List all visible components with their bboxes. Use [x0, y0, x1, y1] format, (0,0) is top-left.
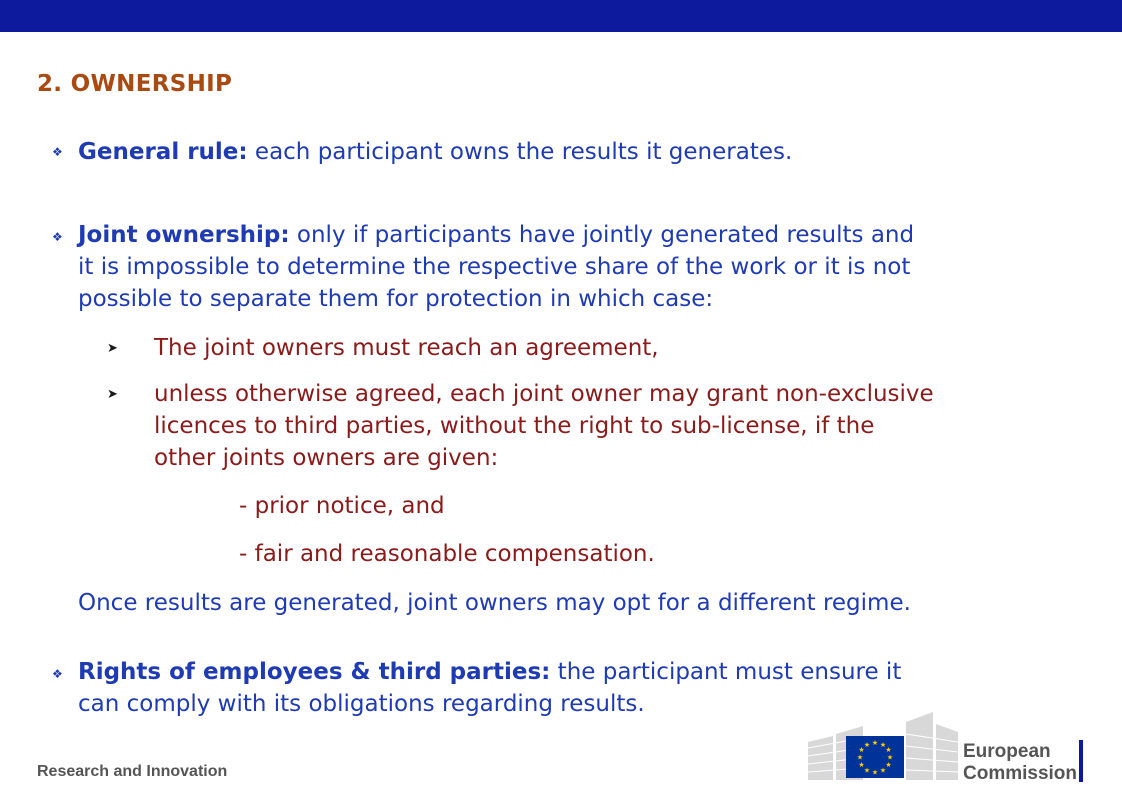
joint-ownership-line: possible to separate them for protection in which case: [78, 286, 714, 312]
top-bar [0, 0, 1122, 32]
sub-item-line: unless otherwise agreed, each joint owner may grant non-exclusive [154, 381, 934, 407]
svg-text:★: ★ [879, 741, 887, 749]
european-commission-logo-icon [808, 712, 958, 782]
condition-item: - fair and reasonable compensation. [239, 541, 655, 567]
sub-item [154, 332, 659, 364]
svg-text:★: ★ [856, 753, 864, 762]
rights-paragraph [78, 656, 901, 720]
wordmark-divider [1079, 740, 1083, 782]
joint-ownership-label: Joint ownership: [78, 222, 290, 248]
svg-text:★: ★ [863, 741, 871, 749]
arrowhead-bullet-icon: ➤ [107, 341, 118, 356]
condition-item: - prior notice, and [239, 493, 445, 519]
general-rule-label: General rule: [78, 139, 248, 165]
general-rule-paragraph [78, 136, 792, 168]
joint-ownership-line: it is impossible to determine the respective share of the work or it is not [78, 254, 911, 280]
svg-text:★: ★ [858, 746, 865, 754]
sub-item-line: The joint owners must reach an agreement, [154, 335, 659, 361]
sub-item-line: licences to third parties, without the right to sub-license, if the [154, 413, 875, 439]
svg-text:★: ★ [879, 766, 887, 775]
diamond-bullet-icon: ❖ [52, 230, 63, 244]
once-results-paragraph: Once results are generated, joint owners may opt for a different regime. [78, 590, 911, 616]
wordmark-line: European [963, 741, 1051, 762]
footer-research-innovation: Research and Innovation [37, 763, 228, 780]
sub-item-line: other joints owners are given: [154, 445, 499, 471]
svg-text:★: ★ [871, 768, 879, 777]
arrowhead-bullet-icon: ➤ [107, 387, 118, 402]
svg-text:★: ★ [863, 766, 871, 775]
european-commission-wordmark [963, 741, 1077, 785]
diamond-bullet-icon: ❖ [52, 145, 63, 159]
general-rule-text: each participant owns the results it generates. [247, 139, 793, 165]
wordmark-line: Commission [963, 763, 1078, 784]
svg-text:★: ★ [871, 739, 879, 747]
svg-text:★: ★ [858, 761, 865, 769]
joint-ownership-paragraph [78, 219, 914, 315]
diamond-bullet-icon: ❖ [52, 667, 63, 681]
svg-text:★: ★ [885, 746, 892, 754]
rights-line: can comply with its obligations regarding results. [78, 691, 645, 717]
sub-item [154, 378, 934, 474]
rights-label: Rights of employees & third parties: [78, 659, 551, 685]
joint-ownership-line: only if participants have jointly generated results and [289, 222, 915, 248]
rights-line: the participant must ensure it [550, 659, 902, 685]
svg-text:★: ★ [886, 753, 894, 762]
svg-text:★: ★ [885, 761, 892, 769]
slide-title: 2. OWNERSHIP [37, 71, 233, 97]
